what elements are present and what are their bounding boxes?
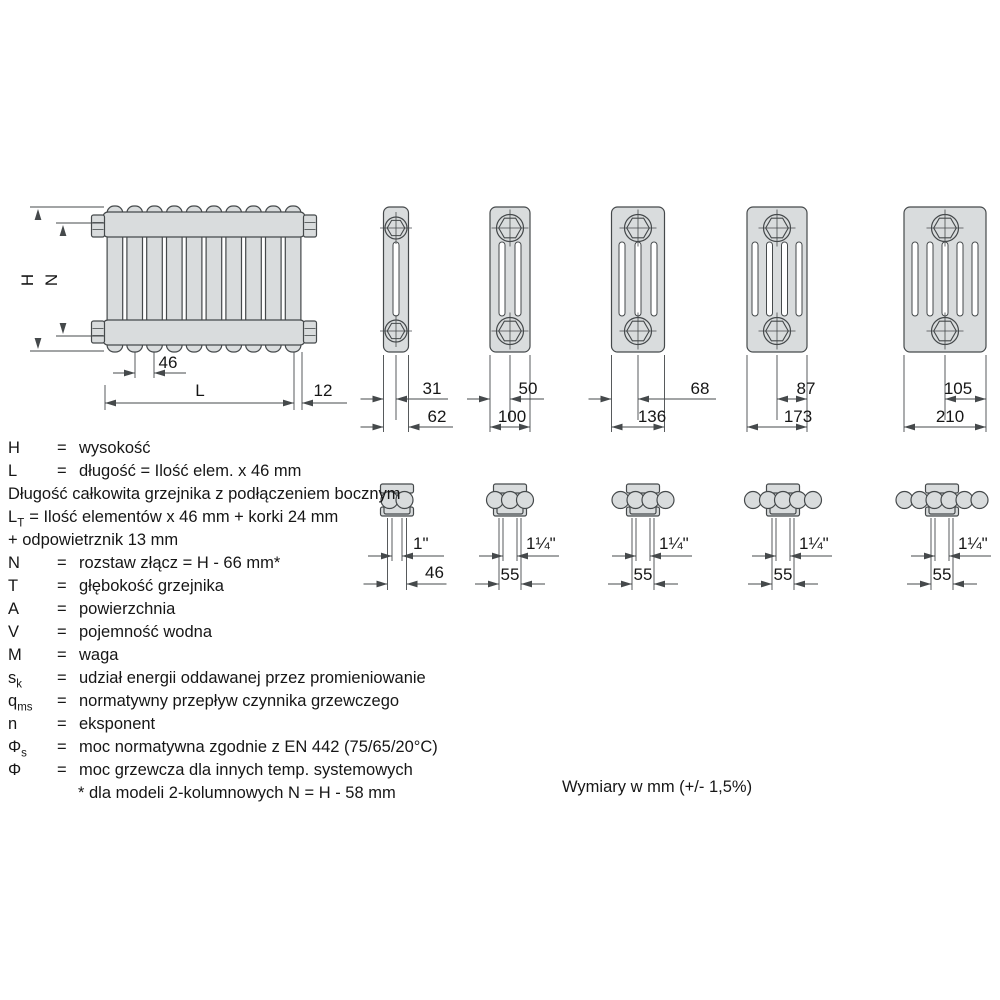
cross-section-slot	[957, 242, 963, 316]
cross-section-slot	[499, 242, 505, 316]
cross-section-slot	[942, 242, 948, 316]
top-view-hub-band	[926, 484, 959, 493]
equals-sign: =	[57, 761, 67, 779]
end-extra-label: 12	[313, 381, 333, 400]
connection-size-label: 1¼"	[659, 534, 689, 553]
dimension-arrow	[373, 424, 384, 431]
legend-definition: wysokość	[79, 439, 151, 457]
dimension-arrow	[765, 553, 776, 560]
cross-section-slot	[972, 242, 978, 316]
full-width-label: 136	[637, 407, 667, 426]
legend-definition: udział energii oddawanej przez promieniowanie	[79, 669, 426, 687]
connection-width-label: 55	[932, 565, 952, 584]
legend-symbol-subscript: T	[17, 517, 25, 530]
cross-section-slot	[515, 242, 521, 316]
legend-row-h	[8, 437, 488, 460]
dimension-arrow	[924, 553, 935, 560]
dimension-arrow	[479, 396, 490, 403]
legend-row-t	[8, 575, 488, 598]
legend-footnote	[8, 782, 488, 805]
legend-definition: normatywny przepływ czynnika grzewczego	[79, 692, 400, 710]
legend-row-vent	[8, 529, 488, 552]
top-view-column-circle	[805, 492, 822, 509]
top-view-column-circle	[657, 492, 674, 509]
legend-definition: waga	[79, 646, 119, 664]
legend-row-total-length-note	[8, 483, 488, 506]
half-width-label: 31	[422, 379, 442, 398]
legend-row-sk	[8, 667, 488, 690]
dimension-arrow	[302, 400, 313, 407]
connection-size-label: 1¼"	[799, 534, 829, 553]
legend-text: Długość całkowita grzejnika z podłączeniem bocznym	[8, 485, 401, 503]
legend-row-qms	[8, 690, 488, 713]
legend-row-v	[8, 621, 488, 644]
front-pitch-n-label: N	[42, 273, 61, 287]
equals-sign: =	[57, 669, 67, 687]
legend-definition: długość = Ilość elem. x 46 mm	[79, 462, 302, 480]
legend-symbol: M	[8, 646, 22, 664]
top-view-column-circle	[971, 492, 988, 509]
equals-sign: =	[57, 623, 67, 641]
legend-definition: rozstaw złącz = H - 66 mm*	[79, 554, 281, 572]
equals-sign: =	[57, 715, 67, 733]
legend-row-phi-s	[8, 736, 488, 759]
connection-plug	[304, 215, 317, 237]
cross-section-slot	[635, 242, 641, 316]
dimension-arrow	[488, 581, 499, 588]
connection-width-label: 55	[500, 565, 520, 584]
dimension-arrow	[920, 581, 931, 588]
cross-section-slot	[393, 242, 399, 316]
legend-row-a	[8, 598, 488, 621]
full-width-label: 210	[935, 407, 965, 426]
connection-plug	[92, 215, 105, 237]
legend-row-m	[8, 644, 488, 667]
dimension-arrow	[124, 370, 135, 377]
dimension-arrow	[904, 424, 915, 431]
dimension-arrow	[283, 400, 294, 407]
legend-symbol: V	[8, 623, 20, 641]
legend-definition: moc normatywna zgodnie z EN 442 (75/65/20°C)	[79, 738, 438, 756]
equals-sign: =	[57, 600, 67, 618]
equals-sign: =	[57, 462, 67, 480]
top-view-hub-band	[627, 484, 660, 493]
legend-symbol: H	[8, 439, 20, 457]
dimension-arrow	[761, 581, 772, 588]
legend-definition: pojemność wodna	[79, 623, 212, 641]
legend-definition: eksponent	[79, 715, 156, 733]
cross-section-slot	[752, 242, 758, 316]
legend-symbol: T	[8, 577, 19, 595]
dimension-arrow	[975, 396, 986, 403]
dimension-arrow	[601, 396, 612, 403]
half-width-label: 50	[518, 379, 538, 398]
connection-plug	[304, 321, 317, 343]
legend-symbol: A	[8, 600, 20, 618]
legend-definition: powierzchnia	[79, 600, 176, 618]
cross-section-slot	[782, 242, 788, 316]
cross-section-slot	[912, 242, 918, 316]
legend-row-l	[8, 460, 488, 483]
legend-symbol-subscript: k	[16, 678, 22, 691]
dimension-arrow	[612, 424, 623, 431]
units-note: Wymiary w mm (+/- 1,5%)	[562, 778, 753, 796]
front-height-label: H	[18, 273, 37, 287]
connection-plug	[92, 321, 105, 343]
connection-size-label: 1"	[413, 534, 429, 553]
cross-section-slot	[619, 242, 625, 316]
total-length-label: L	[195, 381, 205, 400]
dimension-arrow	[777, 396, 788, 403]
dimension-arrow	[625, 553, 636, 560]
equals-sign: =	[57, 738, 67, 756]
equals-sign: =	[57, 554, 67, 572]
legend-symbol: Φ	[8, 761, 22, 779]
connection-width-label: 55	[773, 565, 793, 584]
legend-symbol-subscript: s	[21, 747, 27, 760]
equals-sign: =	[57, 646, 67, 664]
dimension-arrow	[492, 553, 503, 560]
connection-width-label: 46	[425, 563, 444, 582]
dimension-arrow	[975, 424, 986, 431]
legend	[8, 437, 488, 805]
legend-symbol: n	[8, 715, 18, 733]
legend-text: + odpowietrznik 13 mm	[8, 531, 179, 549]
radiator-top-collector	[103, 212, 305, 237]
legend-symbol: L	[8, 508, 18, 526]
element-pitch-label: 46	[158, 353, 178, 372]
legend-definition: głębokość grzejnika	[79, 577, 224, 595]
legend-definition: = Ilość elementów x 46 mm + korki 24 mm	[29, 508, 339, 526]
cross-section-slot	[767, 242, 773, 316]
full-width-label: 62	[427, 407, 447, 426]
connection-width-label: 55	[633, 565, 653, 584]
legend-symbol: N	[8, 554, 20, 572]
legend-symbol-subscript: ms	[17, 701, 33, 714]
legend-symbol: $s_k$	[8, 669, 22, 691]
dimension-arrow	[60, 323, 67, 334]
legend-row-phi	[8, 759, 488, 782]
dimension-arrow	[621, 581, 632, 588]
legend-symbol: $q_{ms}$	[8, 692, 33, 714]
connection-size-label: 1¼"	[526, 534, 556, 553]
full-width-label: 173	[783, 407, 813, 426]
legend-row-n	[8, 552, 488, 575]
half-width-label: 87	[796, 379, 816, 398]
dimension-arrow	[35, 338, 42, 349]
half-width-label: 105	[943, 379, 973, 398]
footnote-text: * dla modeli 2-kolumnowych N = H - 58 mm	[78, 784, 396, 802]
connection-size-label: 1¼"	[958, 534, 988, 553]
cross-section-slot	[651, 242, 657, 316]
cross-section-slot	[796, 242, 802, 316]
legend-row-lt	[8, 506, 488, 529]
equals-sign: =	[57, 692, 67, 710]
half-width-label: 68	[690, 379, 710, 398]
dimension-arrow	[747, 424, 758, 431]
dimension-arrow	[373, 396, 384, 403]
dimension-arrow	[35, 209, 42, 220]
equals-sign: =	[57, 439, 67, 457]
dimension-arrow	[60, 225, 67, 236]
equals-sign: =	[57, 577, 67, 595]
top-view-column-circle	[517, 492, 534, 509]
legend-definition: moc grzewcza dla innych temp. systemowych	[79, 761, 413, 779]
radiator-bottom-collector	[103, 320, 305, 345]
full-width-label: 100	[497, 407, 527, 426]
legend-symbol: L	[8, 462, 18, 480]
legend-symbol: $\Phi_s$	[8, 738, 27, 760]
dimension-arrow	[105, 400, 116, 407]
legend-row-n-exp	[8, 713, 488, 736]
cross-section-slot	[927, 242, 933, 316]
